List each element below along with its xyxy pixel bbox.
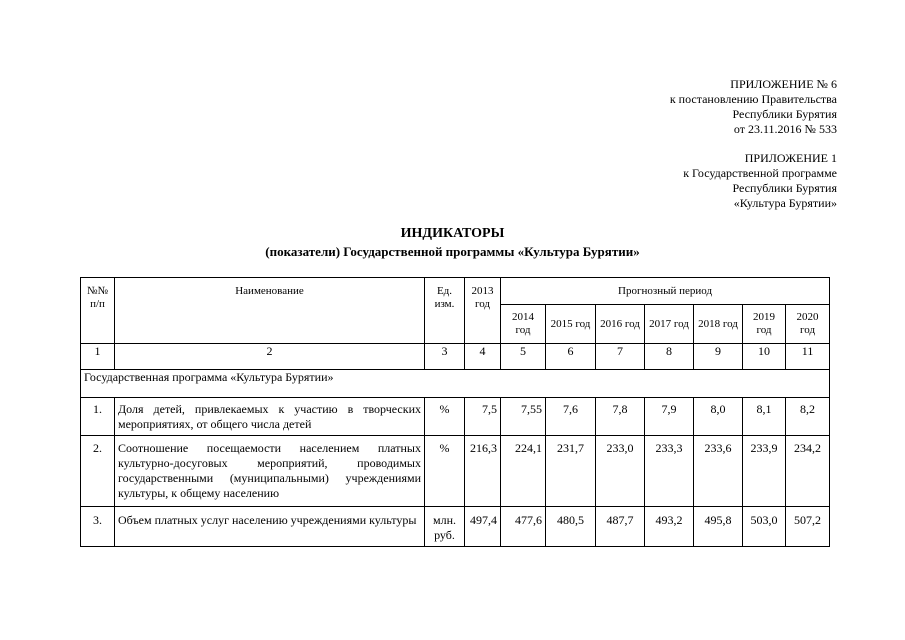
row-name: Доля детей, привлекаемых к участию в творческих мероприятиях, от общего числа детей <box>115 398 425 436</box>
document-title <box>0 225 905 261</box>
header-year: 2015 год <box>546 305 596 344</box>
header-name: Наименование <box>115 278 425 344</box>
indicators-table <box>80 277 830 547</box>
header-num: №№ п/п <box>81 278 115 344</box>
header-year: 2014 год <box>501 305 546 344</box>
appendix-6-header <box>670 77 837 137</box>
column-number: 11 <box>786 344 830 370</box>
row-name: Соотношение посещаемости населением платных культурно-досуговых мероприятий, проводимых государственными (муниципальными) учреждениями культуры, к общему населению <box>115 436 425 507</box>
appendix-1-line2: к Государственной программе <box>683 166 837 180</box>
row-value: 497,4 <box>465 507 501 547</box>
appendix-1-line3: Республики Бурятия <box>732 181 837 195</box>
column-number: 9 <box>694 344 743 370</box>
row-value: 8,1 <box>743 398 786 436</box>
header-year: 2019 год <box>743 305 786 344</box>
header-base-year: 2013 год <box>465 278 501 344</box>
column-number: 7 <box>596 344 645 370</box>
appendix-1-line4: «Культура Бурятии» <box>733 196 837 210</box>
header-year: 2016 год <box>596 305 645 344</box>
row-value: 233,9 <box>743 436 786 507</box>
row-number: 2. <box>81 436 115 507</box>
table-row <box>81 507 830 547</box>
row-value: 231,7 <box>546 436 596 507</box>
row-unit: % <box>425 436 465 507</box>
appendix-1-line1: ПРИЛОЖЕНИЕ 1 <box>744 151 837 165</box>
row-value: 477,6 <box>501 507 546 547</box>
row-value: 233,6 <box>694 436 743 507</box>
column-number: 10 <box>743 344 786 370</box>
row-number: 3. <box>81 507 115 547</box>
table-row <box>81 398 830 436</box>
header-row-top <box>81 278 830 305</box>
column-number: 8 <box>645 344 694 370</box>
row-value: 7,6 <box>546 398 596 436</box>
column-number: 4 <box>465 344 501 370</box>
section-row <box>81 370 830 398</box>
column-number: 2 <box>115 344 425 370</box>
row-value: 8,2 <box>786 398 830 436</box>
header-year: 2018 год <box>694 305 743 344</box>
appendix-1-header <box>683 151 837 211</box>
row-value: 480,5 <box>546 507 596 547</box>
column-number: 5 <box>501 344 546 370</box>
row-value: 8,0 <box>694 398 743 436</box>
row-value: 233,0 <box>596 436 645 507</box>
row-value: 507,2 <box>786 507 830 547</box>
section-title: Государственная программа «Культура Бурятии» <box>81 370 830 398</box>
row-value: 487,7 <box>596 507 645 547</box>
row-value: 7,8 <box>596 398 645 436</box>
appendix-6-line1: ПРИЛОЖЕНИЕ № 6 <box>730 77 837 91</box>
row-unit: млн. руб. <box>425 507 465 547</box>
row-value: 233,3 <box>645 436 694 507</box>
header-year: 2017 год <box>645 305 694 344</box>
appendix-6-line3: Республики Бурятия <box>732 107 837 121</box>
row-unit: % <box>425 398 465 436</box>
title-sub: (показатели) Государственной программы «Культура Бурятии» <box>265 244 640 259</box>
row-value: 7,55 <box>501 398 546 436</box>
appendix-6-line2: к постановлению Правительства <box>669 92 837 106</box>
row-value: 493,2 <box>645 507 694 547</box>
header-unit: Ед. изм. <box>425 278 465 344</box>
column-number: 3 <box>425 344 465 370</box>
header-year: 2020 год <box>786 305 830 344</box>
table-row <box>81 436 830 507</box>
row-number: 1. <box>81 398 115 436</box>
row-value: 495,8 <box>694 507 743 547</box>
row-value: 7,5 <box>465 398 501 436</box>
title-main: ИНДИКАТОРЫ <box>400 226 505 241</box>
row-value: 224,1 <box>501 436 546 507</box>
appendix-6-line4: от 23.11.2016 № 533 <box>733 122 837 136</box>
row-name: Объем платных услуг населению учреждениями культуры <box>115 507 425 547</box>
column-number: 1 <box>81 344 115 370</box>
row-value: 234,2 <box>786 436 830 507</box>
row-value: 216,3 <box>465 436 501 507</box>
column-number-row <box>81 344 830 370</box>
row-value: 503,0 <box>743 507 786 547</box>
row-value: 7,9 <box>645 398 694 436</box>
header-forecast: Прогнозный период <box>501 278 830 305</box>
column-number: 6 <box>546 344 596 370</box>
